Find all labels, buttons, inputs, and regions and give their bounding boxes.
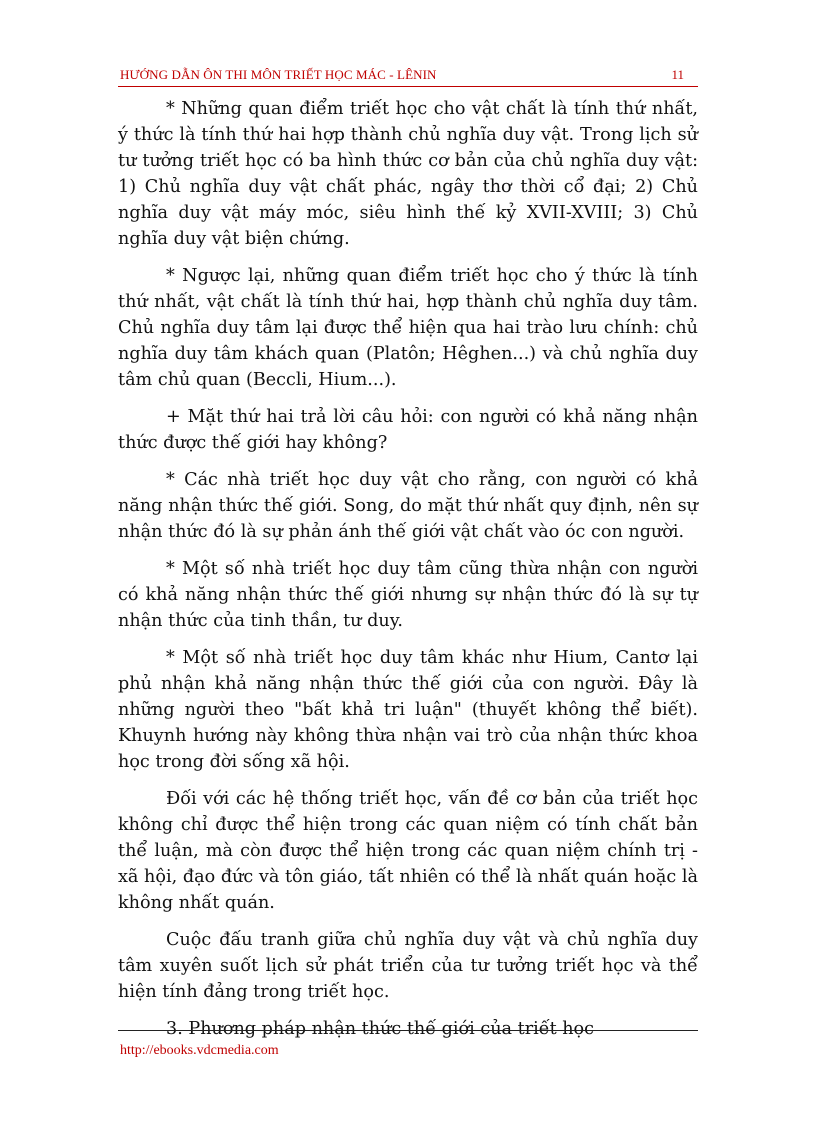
paragraph-idealism: * Ngược lại, những quan điểm triết học cho ý thức là tính thứ nhất, vật chất là tính thứ hai, hợp thành chủ nghĩa duy tâm. Chủ nghĩa duy tâm lại được thể hiện qua hai trào lưu chính: chủ nghĩa duy tâm khách quan (Platôn; Hêghen...) và chủ nghĩa duy tâm chủ quan (Beccli, Hium...). xyxy=(118,266,698,390)
paragraph-materialism: * Những quan điểm triết học cho vật chất là tính thứ nhất, ý thức là tính thứ hai hợp thành chủ nghĩa duy vật. Trong lịch sử tư tưởng triết học có ba hình thức cơ bản của chủ nghĩa duy vật: 1) Chủ nghĩa duy vật chất phác, ngây thơ thời cổ đại; 2) Chủ nghĩa duy vật máy móc, siêu hình thế kỷ XVII-XVIII; 3) Chủ nghĩa duy vật biện chứng. xyxy=(118,99,698,249)
page-number: 11 xyxy=(671,67,684,82)
paragraph-idealist-cognition: * Một số nhà triết học duy tâm cũng thừa nhận con người có khả năng nhận thức thế giới nhưng sự nhận thức đó là sự tự nhận thức của tinh thần, tư duy. xyxy=(118,559,698,631)
paragraph-agnosticism: * Một số nhà triết học duy tâm khác như Hium, Cantơ lại phủ nhận khả năng nhận thức thế giới của con người. Đây là những người theo "bất khả tri luận" (thuyết không thể biết). Khuynh hướng này không thừa nhận vai trò của nhận thức khoa học trong đời sống xã hội. xyxy=(118,648,698,772)
paragraph-second-aspect: + Mặt thứ hai trả lời câu hỏi: con người có khả năng nhận thức được thế giới hay không? xyxy=(118,407,698,453)
page-header xyxy=(118,64,698,87)
paragraph-struggle: Cuộc đấu tranh giữa chủ nghĩa duy vật và chủ nghĩa duy tâm xuyên suốt lịch sử phát triển của tư tưởng triết học và thể hiện tính đảng trong triết học. xyxy=(118,930,698,1002)
footer-divider xyxy=(118,1030,698,1031)
footer-link[interactable]: http://ebooks.vdcmedia.com xyxy=(120,1043,279,1058)
paragraph-materialist-cognition: * Các nhà triết học duy vật cho rằng, con người có khả năng nhận thức thế giới. Song, do mặt thứ nhất quy định, nên sự nhận thức đó là sự phản ánh thế giới vật chất vào óc con người. xyxy=(118,470,698,542)
paragraph-philosophical-systems: Đối với các hệ thống triết học, vấn đề cơ bản của triết học không chỉ được thể hiện trong các quan niệm có tính chất bản thể luận, mà còn được thể hiện trong các quan niệm chính trị - xã hội, đạo đức và tôn giáo, tất nhiên có thể là nhất quán hoặc là không nhất quán. xyxy=(118,789,698,913)
page-body xyxy=(118,96,698,1053)
section-heading-method: 3. Phương pháp nhận thức thế giới của triết học xyxy=(166,1019,595,1039)
header-title: HƯỚNG DẪN ÔN THI MÔN TRIẾT HỌC MÁC - LÊNIN xyxy=(120,67,437,82)
